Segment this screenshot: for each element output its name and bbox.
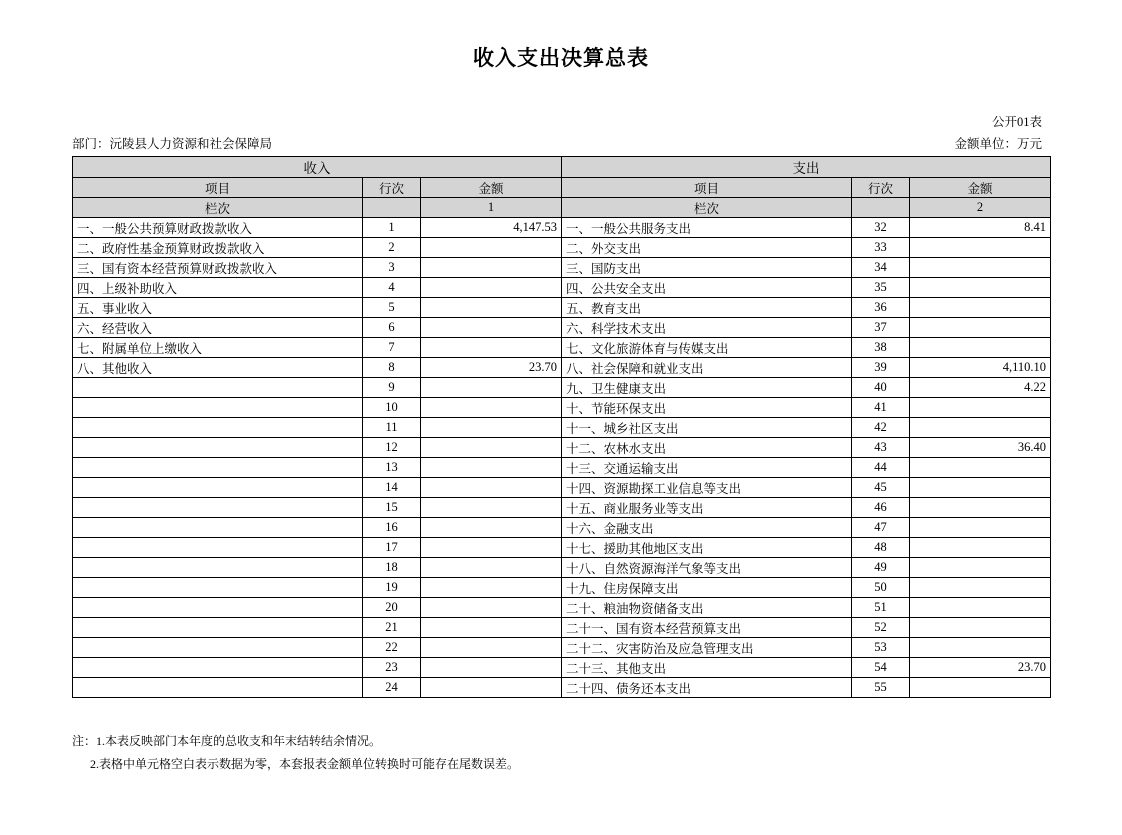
cell-expense-line: 55 (852, 678, 910, 698)
cell-expense-item: 二十三、其他支出 (562, 658, 852, 678)
cell-income-amount (421, 338, 562, 358)
cell-expense-line: 39 (852, 358, 910, 378)
cell-expense-amount (910, 478, 1051, 498)
cell-income-line: 4 (363, 278, 421, 298)
cell-income-line: 22 (363, 638, 421, 658)
cell-income-line: 23 (363, 658, 421, 678)
cell-expense-item: 十七、援助其他地区支出 (562, 538, 852, 558)
cell-expense-item: 二十四、债务还本支出 (562, 678, 852, 698)
table-row (73, 478, 1051, 498)
cell-expense-line: 37 (852, 318, 910, 338)
table-row (73, 598, 1051, 618)
cell-expense-item: 十六、金融支出 (562, 518, 852, 538)
cell-expense-line: 45 (852, 478, 910, 498)
cell-expense-amount: 4.22 (910, 378, 1051, 398)
cell-expense-amount (910, 338, 1051, 358)
cell-expense-line: 49 (852, 558, 910, 578)
cell-income-amount (421, 598, 562, 618)
column-header-expense-line: 行次 (852, 178, 910, 198)
cell-expense-line: 54 (852, 658, 910, 678)
cell-expense-amount (910, 258, 1051, 278)
table-row (73, 458, 1051, 478)
cell-income-line: 11 (363, 418, 421, 438)
cell-expense-amount (910, 498, 1051, 518)
cell-income-amount (421, 298, 562, 318)
cell-income-amount (421, 278, 562, 298)
table-row (73, 318, 1051, 338)
table-row (73, 218, 1051, 238)
cell-income-item (73, 378, 363, 398)
cell-income-amount (421, 478, 562, 498)
cell-expense-line: 43 (852, 438, 910, 458)
cell-expense-amount (910, 578, 1051, 598)
cell-income-item (73, 458, 363, 478)
cell-income-line: 3 (363, 258, 421, 278)
cell-expense-item: 十二、农林水支出 (562, 438, 852, 458)
column-header-expense-amount: 金额 (910, 178, 1051, 198)
cell-expense-line: 32 (852, 218, 910, 238)
cell-income-line: 15 (363, 498, 421, 518)
cell-income-item (73, 438, 363, 458)
cell-expense-amount (910, 618, 1051, 638)
cell-expense-line: 40 (852, 378, 910, 398)
table-row (73, 278, 1051, 298)
column-number-right: 2 (910, 198, 1051, 218)
cell-income-line: 8 (363, 358, 421, 378)
cell-income-item: 七、附属单位上缴收入 (73, 338, 363, 358)
cell-income-item: 二、政府性基金预算财政拨款收入 (73, 238, 363, 258)
cell-expense-line: 46 (852, 498, 910, 518)
table-row (73, 638, 1051, 658)
cell-expense-item: 六、科学技术支出 (562, 318, 852, 338)
cell-income-amount (421, 618, 562, 638)
cell-income-item (73, 618, 363, 638)
cell-expense-item: 十三、交通运输支出 (562, 458, 852, 478)
cell-income-line: 16 (363, 518, 421, 538)
cell-expense-amount: 36.40 (910, 438, 1051, 458)
cell-expense-item: 九、卫生健康支出 (562, 378, 852, 398)
cell-expense-line: 35 (852, 278, 910, 298)
table-notes (72, 730, 519, 776)
cell-income-line: 5 (363, 298, 421, 318)
cell-income-line: 6 (363, 318, 421, 338)
column-number-label-left: 栏次 (73, 198, 363, 218)
cell-expense-item: 三、国防支出 (562, 258, 852, 278)
cell-expense-amount (910, 558, 1051, 578)
cell-expense-amount (910, 678, 1051, 698)
table-group-header-row (73, 157, 1051, 178)
table-body (73, 218, 1051, 698)
table-column-header-row (73, 178, 1051, 198)
table-row (73, 538, 1051, 558)
table-row (73, 418, 1051, 438)
cell-income-line: 14 (363, 478, 421, 498)
cell-expense-amount (910, 398, 1051, 418)
table-row (73, 518, 1051, 538)
cell-income-line: 18 (363, 558, 421, 578)
cell-income-item (73, 558, 363, 578)
cell-income-line: 17 (363, 538, 421, 558)
table-row (73, 618, 1051, 638)
sheet-code: 公开01表 (991, 115, 1042, 129)
cell-expense-line: 33 (852, 238, 910, 258)
cell-expense-item: 十九、住房保障支出 (562, 578, 852, 598)
department-label: 部门：沅陵县人力资源和社会保障局 (72, 137, 273, 151)
cell-expense-item: 十四、资源勘探工业信息等支出 (562, 478, 852, 498)
cell-expense-amount: 4,110.10 (910, 358, 1051, 378)
meta-row (72, 134, 1042, 152)
column-number-blank-left (363, 198, 421, 218)
cell-income-item (73, 478, 363, 498)
table-row (73, 658, 1051, 678)
cell-income-amount (421, 578, 562, 598)
cell-income-amount (421, 318, 562, 338)
cell-income-item (73, 398, 363, 418)
table-row (73, 678, 1051, 698)
cell-income-line: 1 (363, 218, 421, 238)
cell-income-line: 19 (363, 578, 421, 598)
cell-income-amount (421, 678, 562, 698)
column-header-expense-item: 项目 (562, 178, 852, 198)
cell-income-item (73, 598, 363, 618)
amount-unit-label: 金额单位：万元 (954, 137, 1042, 151)
cell-income-item (73, 638, 363, 658)
cell-income-item (73, 518, 363, 538)
cell-income-line: 24 (363, 678, 421, 698)
cell-income-amount (421, 398, 562, 418)
cell-income-item: 三、国有资本经营预算财政拨款收入 (73, 258, 363, 278)
cell-expense-item: 一、一般公共服务支出 (562, 218, 852, 238)
cell-expense-item: 二十二、灾害防治及应急管理支出 (562, 638, 852, 658)
cell-expense-item: 八、社会保障和就业支出 (562, 358, 852, 378)
table-column-number-row (73, 198, 1051, 218)
cell-income-item (73, 418, 363, 438)
cell-income-item: 一、一般公共预算财政拨款收入 (73, 218, 363, 238)
cell-expense-line: 50 (852, 578, 910, 598)
column-number-label-right: 栏次 (562, 198, 852, 218)
cell-expense-line: 38 (852, 338, 910, 358)
column-header-income-line: 行次 (363, 178, 421, 198)
cell-income-amount: 23.70 (421, 358, 562, 378)
cell-expense-line: 42 (852, 418, 910, 438)
cell-expense-line: 36 (852, 298, 910, 318)
cell-expense-item: 四、公共安全支出 (562, 278, 852, 298)
note-line-1: 注：1.本表反映部门本年度的总收支和年末结转结余情况。 (72, 734, 382, 748)
cell-expense-amount: 8.41 (910, 218, 1051, 238)
cell-income-item: 六、经营收入 (73, 318, 363, 338)
cell-income-amount (421, 538, 562, 558)
cell-income-amount (421, 258, 562, 278)
table-row (73, 558, 1051, 578)
table-row (73, 338, 1051, 358)
cell-expense-item: 十五、商业服务业等支出 (562, 498, 852, 518)
table-row (73, 358, 1051, 378)
cell-income-item (73, 658, 363, 678)
cell-income-item (73, 578, 363, 598)
group-header-income: 收入 (73, 157, 562, 178)
budget-table (72, 156, 1051, 698)
cell-income-amount: 4,147.53 (421, 218, 562, 238)
cell-income-amount (421, 238, 562, 258)
cell-expense-item: 五、教育支出 (562, 298, 852, 318)
cell-income-amount (421, 658, 562, 678)
cell-expense-amount (910, 638, 1051, 658)
cell-expense-line: 44 (852, 458, 910, 478)
table-row (73, 438, 1051, 458)
cell-income-amount (421, 418, 562, 438)
group-header-expense: 支出 (562, 157, 1051, 178)
cell-expense-amount (910, 298, 1051, 318)
cell-expense-amount (910, 458, 1051, 478)
cell-expense-amount (910, 538, 1051, 558)
cell-income-amount (421, 438, 562, 458)
cell-income-line: 2 (363, 238, 421, 258)
column-number-blank-right (852, 198, 910, 218)
cell-expense-amount (910, 518, 1051, 538)
cell-expense-amount (910, 318, 1051, 338)
cell-income-item: 八、其他收入 (73, 358, 363, 378)
cell-expense-line: 34 (852, 258, 910, 278)
cell-expense-line: 48 (852, 538, 910, 558)
cell-income-line: 21 (363, 618, 421, 638)
cell-expense-amount (910, 238, 1051, 258)
cell-expense-item: 七、文化旅游体育与传媒支出 (562, 338, 852, 358)
column-header-income-amount: 金额 (421, 178, 562, 198)
column-number-left: 1 (421, 198, 562, 218)
cell-expense-item: 十一、城乡社区支出 (562, 418, 852, 438)
cell-expense-item: 十八、自然资源海洋气象等支出 (562, 558, 852, 578)
page-title: 收入支出决算总表 (473, 46, 649, 70)
table-row (73, 578, 1051, 598)
cell-expense-item: 十、节能环保支出 (562, 398, 852, 418)
cell-expense-line: 51 (852, 598, 910, 618)
cell-income-line: 12 (363, 438, 421, 458)
cell-income-line: 7 (363, 338, 421, 358)
cell-expense-amount: 23.70 (910, 658, 1051, 678)
cell-income-line: 10 (363, 398, 421, 418)
cell-income-item (73, 538, 363, 558)
cell-income-amount (421, 498, 562, 518)
cell-income-amount (421, 558, 562, 578)
cell-expense-line: 52 (852, 618, 910, 638)
note-line-2: 2.表格中单元格空白表示数据为零，本套报表金额单位转换时可能存在尾数误差。 (90, 756, 520, 771)
cell-income-amount (421, 458, 562, 478)
cell-income-line: 9 (363, 378, 421, 398)
cell-income-item (73, 498, 363, 518)
cell-expense-item: 二、外交支出 (562, 238, 852, 258)
table-row (73, 378, 1051, 398)
cell-expense-amount (910, 418, 1051, 438)
cell-income-item: 四、上级补助收入 (73, 278, 363, 298)
cell-expense-line: 53 (852, 638, 910, 658)
table-row (73, 398, 1051, 418)
cell-expense-line: 47 (852, 518, 910, 538)
table-row (73, 238, 1051, 258)
cell-expense-amount (910, 598, 1051, 618)
cell-income-line: 13 (363, 458, 421, 478)
cell-income-amount (421, 518, 562, 538)
cell-expense-item: 二十、粮油物资储备支出 (562, 598, 852, 618)
table-row (73, 498, 1051, 518)
table-row (73, 258, 1051, 278)
cell-income-amount (421, 378, 562, 398)
column-header-income-item: 项目 (73, 178, 363, 198)
cell-income-amount (421, 638, 562, 658)
cell-expense-amount (910, 278, 1051, 298)
cell-expense-item: 二十一、国有资本经营预算支出 (562, 618, 852, 638)
cell-expense-line: 41 (852, 398, 910, 418)
cell-income-item (73, 678, 363, 698)
cell-income-line: 20 (363, 598, 421, 618)
document-page (0, 42, 1122, 835)
table-row (73, 298, 1051, 318)
cell-income-item: 五、事业收入 (73, 298, 363, 318)
